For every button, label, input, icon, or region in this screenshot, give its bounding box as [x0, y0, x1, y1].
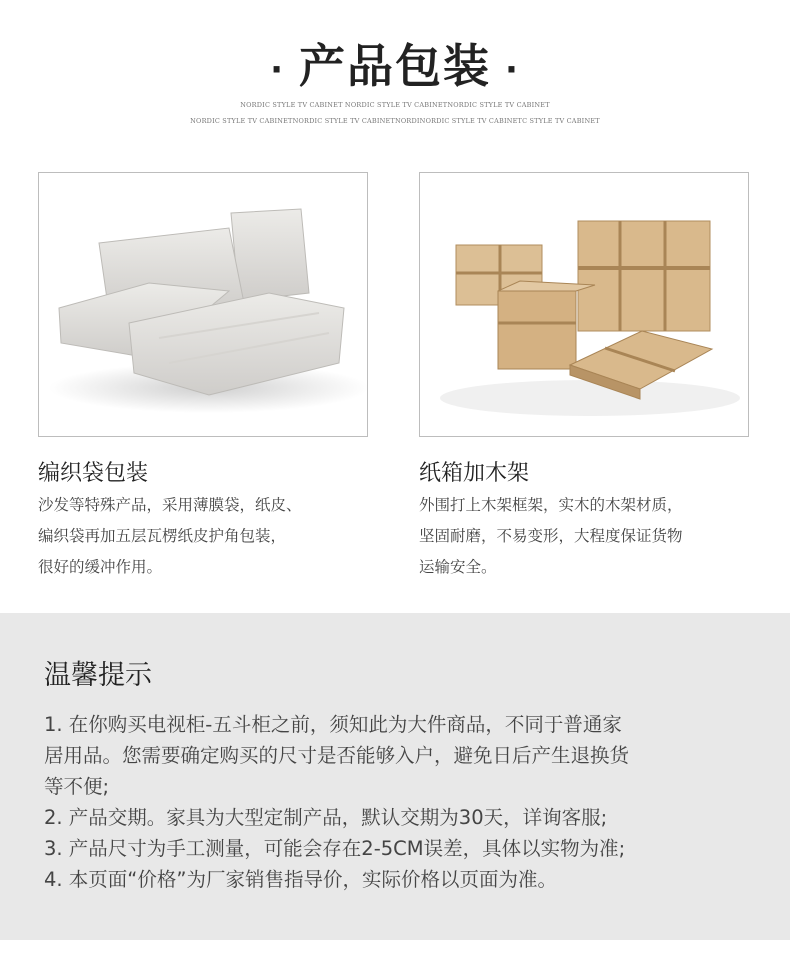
title-dot-left: ·: [270, 49, 285, 90]
woven-bag-title: 编织袋包装: [38, 461, 149, 486]
carton-wood-line: 外围打上木架框架，实木的木架材质，: [419, 496, 683, 514]
tip-line: 1. 在你购买电视柜-五斗柜之前，须知此为大件商品，不同于普通家: [44, 713, 622, 736]
woven-bag-photo: [38, 172, 368, 437]
carton-wood-description: [419, 490, 683, 583]
woven-bag-line: 编织袋再加五层瓦楞纸皮护角包装，: [38, 527, 287, 545]
tips-panel: [0, 613, 790, 940]
page-title: [0, 30, 790, 96]
title-dot-right: ·: [505, 49, 520, 90]
tips-list: [44, 709, 629, 895]
woven-bag-line: 沙发等特殊产品，采用薄膜袋，纸皮、: [38, 496, 302, 514]
tip-line: 居用品。您需要确定购买的尺寸是否能够入户，避免日后产生退换货: [44, 744, 630, 767]
tip-line: 4. 本页面“价格”为厂家销售指导价，实际价格以页面为准。: [44, 868, 558, 891]
subtitle-line-2: NORDIC STYLE TV CABINETNORDIC STYLE TV CABINETNORDINORDIC STYLE TV CABINETC STYLE TV CABINET: [190, 117, 600, 125]
carton-wood-line: 坚固耐磨，不易变形，大程度保证货物: [419, 527, 683, 545]
tips-title: 温馨提示: [44, 660, 152, 691]
tip-line: 2. 产品交期。家具为大型定制产品，默认交期为30天，详询客服;: [44, 806, 608, 829]
title-text: 产品包装: [299, 39, 491, 93]
carton-wood-frame-photo: [419, 172, 749, 437]
tip-line: 3. 产品尺寸为手工测量，可能会存在2-5CM误差，具体以实物为准;: [44, 837, 626, 860]
woven-bag-description: [38, 490, 302, 583]
tip-line: 等不便;: [44, 775, 110, 798]
carton-wood-line: 运输安全。: [419, 558, 497, 576]
subtitle-line-1: NORDIC STYLE TV CABINET NORDIC STYLE TV CABINETNORDIC STYLE TV CABINET: [240, 101, 550, 109]
carton-wood-title: 纸箱加木架: [419, 461, 530, 486]
woven-bag-line: 很好的缓冲作用。: [38, 558, 163, 576]
